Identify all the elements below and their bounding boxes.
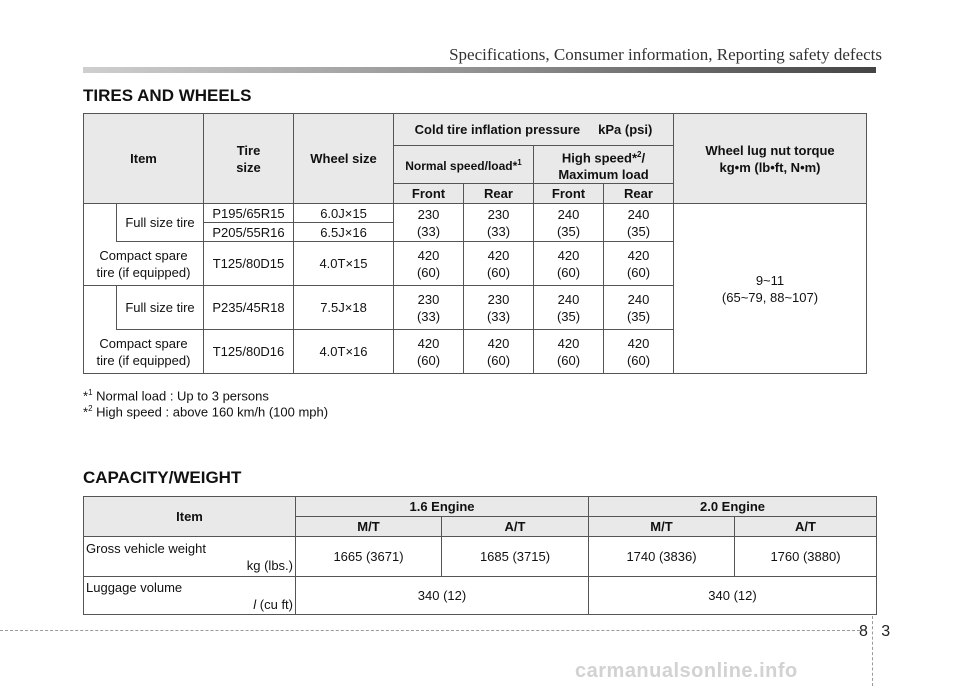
gvw-value: 1740 (3836) (589, 537, 735, 577)
luggage-value: 340 (12) (589, 577, 877, 615)
page-number: 8 3 (859, 623, 891, 640)
footnote-normal-load: *$^1$ Normal load : Up to 3 persons (83, 388, 269, 404)
header-high-speed: High speed*$^2$/ Maximum load (534, 146, 674, 184)
wheel-size: 7.5J×18 (294, 286, 394, 330)
wheel-size: 6.0J×15 (294, 204, 394, 223)
pressure-cell: 420 (60) (464, 330, 534, 374)
indent-cell (84, 204, 117, 242)
wheel-size: 4.0T×15 (294, 242, 394, 286)
header-cold-pressure: Cold tire inflation pressure kPa (psi) (394, 114, 674, 146)
pressure-cell: 420 (60) (394, 242, 464, 286)
tire-size: P235/45R18 (204, 286, 294, 330)
pressure-cell: 420 (60) (534, 242, 604, 286)
header-engine-1-6: 1.6 Engine (296, 497, 589, 517)
luggage-volume-label: Luggage volume l (cu ft) (84, 577, 296, 615)
tire-size: P205/55R16 (204, 223, 294, 242)
header-at: A/T (735, 517, 877, 537)
luggage-value: 340 (12) (296, 577, 589, 615)
item-full-size-2: Full size tire (117, 286, 204, 330)
header-mt: M/T (589, 517, 735, 537)
header-front-normal: Front (394, 184, 464, 204)
watermark: carmanualsonline.info (575, 660, 798, 682)
header-item: Item (84, 114, 204, 204)
indent-cell (84, 286, 117, 330)
tire-size: P195/65R15 (204, 204, 294, 223)
pressure-cell: 230 (33) (394, 204, 464, 242)
item-compact-spare-2: Compact spare tire (if equipped) (84, 330, 204, 374)
header-rear-normal: Rear (464, 184, 534, 204)
cap-header-item: Item (84, 497, 296, 537)
running-header: Specifications, Consumer information, Reporting safety defects (449, 45, 882, 64)
pressure-cell: 420 (60) (534, 330, 604, 374)
pressure-cell: 230 (33) (464, 286, 534, 330)
header-at: A/T (442, 517, 589, 537)
page-footer-rule (0, 630, 860, 631)
header-rear-high: Rear (604, 184, 674, 204)
header-normal-speed: Normal speed/load*$^1$ (394, 146, 534, 184)
tires-wheels-table (83, 113, 867, 374)
header-wheel-size: Wheel size (294, 114, 394, 204)
footnote-high-speed: *$^2$ High speed : above 160 km/h (100 mph) (83, 404, 329, 420)
tire-size: T125/80D15 (204, 242, 294, 286)
pressure-cell: 240 (35) (534, 286, 604, 330)
item-full-size-1: Full size tire (117, 204, 204, 242)
wheel-size: 4.0T×16 (294, 330, 394, 374)
pressure-cell: 230 (33) (464, 204, 534, 242)
header-engine-2-0: 2.0 Engine (589, 497, 877, 517)
pressure-cell: 420 (60) (464, 242, 534, 286)
tire-size: T125/80D16 (204, 330, 294, 374)
pressure-cell: 240 (35) (604, 286, 674, 330)
gvw-value: 1665 (3671) (296, 537, 442, 577)
gross-vehicle-weight-label: Gross vehicle weight kg (lbs.) (84, 537, 296, 577)
capacity-weight-table (83, 496, 877, 615)
header-mt: M/T (296, 517, 442, 537)
tires-section-title: TIRES AND WHEELS (83, 86, 252, 105)
pressure-cell: 420 (60) (394, 330, 464, 374)
pressure-cell: 420 (60) (604, 242, 674, 286)
wheel-size: 6.5J×16 (294, 223, 394, 242)
pressure-cell: 240 (35) (534, 204, 604, 242)
header-tire-size: Tire size (204, 114, 294, 204)
capacity-section-title: CAPACITY/WEIGHT (83, 468, 242, 487)
gvw-value: 1760 (3880) (735, 537, 877, 577)
pressure-cell: 240 (35) (604, 204, 674, 242)
item-compact-spare-1: Compact spare tire (if equipped) (84, 242, 204, 286)
header-lug-torque: Wheel lug nut torque kg•m (lb•ft, N•m) (674, 114, 867, 204)
header-front-high: Front (534, 184, 604, 204)
lug-torque-value: 9~11 (65~79, 88~107) (674, 204, 867, 374)
gvw-value: 1685 (3715) (442, 537, 589, 577)
pressure-cell: 230 (33) (394, 286, 464, 330)
pressure-cell: 420 (60) (604, 330, 674, 374)
header-rule (83, 67, 876, 73)
